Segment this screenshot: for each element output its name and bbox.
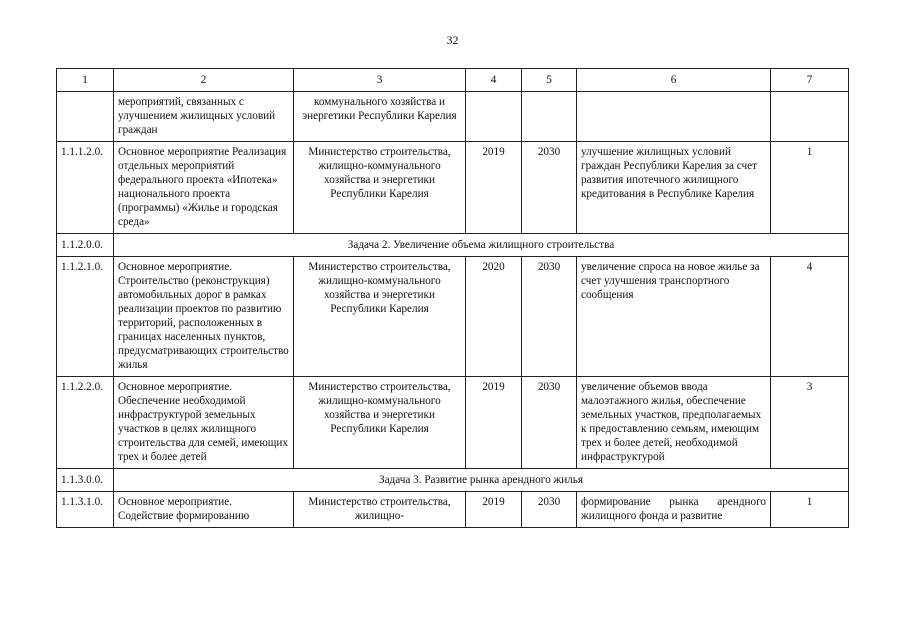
task-title: Задача 2. Увеличение объема жилищного строительства [114, 234, 849, 257]
row-code: 1.1.2.1.0. [57, 257, 114, 377]
event-name: Основное мероприятие. Строительство (реконструкция) автомобильных дорог в рамках реализации проектов по развитию территорий, расположенных в границах населенных пунктов, предусматривающих строительство жилья [114, 257, 294, 377]
end-year: 2030 [522, 257, 577, 377]
task-row [57, 234, 849, 257]
expected-result [577, 92, 771, 142]
event-name: Основное мероприятие Реализация отдельных мероприятий федерального проекта «Ипотека» национального проекта (программы) «Жилье и городская среда» [114, 142, 294, 234]
end-year: 2030 [522, 142, 577, 234]
start-year: 2020 [466, 257, 522, 377]
end-year: 2030 [522, 377, 577, 469]
table-row [57, 257, 849, 377]
start-year: 2019 [466, 142, 522, 234]
column-header: 7 [771, 69, 849, 92]
column-header: 1 [57, 69, 114, 92]
indicator-link: 3 [771, 377, 849, 469]
executor: Министерство строительства, жилищно- [294, 492, 466, 528]
expected-result: улучшение жилищных условий граждан Республики Карелия за счет развития ипотечного жилищного кредитования в Республике Карелия [577, 142, 771, 234]
task-row [57, 469, 849, 492]
row-code [57, 92, 114, 142]
column-header: 6 [577, 69, 771, 92]
column-header: 5 [522, 69, 577, 92]
executor: коммунального хозяйства и энергетики Республики Карелия [294, 92, 466, 142]
header-row [57, 69, 849, 92]
expected-result: увеличение объемов ввода малоэтажного жилья, обеспечение земельных участков, предполагаемых к предоставлению семьям, имеющим трех и более детей, необходимой инфраструктурой [577, 377, 771, 469]
start-year: 2019 [466, 492, 522, 528]
expected-result: формирование рынка арендного жилищного фонда и развитие [577, 492, 771, 528]
table-row [57, 92, 849, 142]
indicator-link: 1 [771, 492, 849, 528]
expected-result: увеличение спроса на новое жилье за счет улучшения транспортного сообщения [577, 257, 771, 377]
end-year [522, 92, 577, 142]
start-year [466, 92, 522, 142]
column-header: 4 [466, 69, 522, 92]
executor: Министерство строительства, жилищно-коммунального хозяйства и энергетики Республики Карелия [294, 142, 466, 234]
executor: Министерство строительства, жилищно-коммунального хозяйства и энергетики Республики Карелия [294, 377, 466, 469]
column-header: 2 [114, 69, 294, 92]
row-code: 1.1.3.1.0. [57, 492, 114, 528]
indicator-link: 1 [771, 142, 849, 234]
end-year: 2030 [522, 492, 577, 528]
executor: Министерство строительства, жилищно-коммунального хозяйства и энергетики Республики Карелия [294, 257, 466, 377]
table-row [57, 492, 849, 528]
row-code: 1.1.2.2.0. [57, 377, 114, 469]
row-code: 1.1.2.0.0. [57, 234, 114, 257]
table-row [57, 377, 849, 469]
table-row [57, 142, 849, 234]
indicator-link: 4 [771, 257, 849, 377]
measures-table [56, 68, 849, 528]
event-name: мероприятий, связанных с улучшением жилищных условий граждан [114, 92, 294, 142]
column-header: 3 [294, 69, 466, 92]
start-year: 2019 [466, 377, 522, 469]
row-code: 1.1.3.0.0. [57, 469, 114, 492]
indicator-link [771, 92, 849, 142]
page-number: 32 [446, 33, 459, 47]
event-name: Основное мероприятие. Содействие формированию [114, 492, 294, 528]
event-name: Основное мероприятие. Обеспечение необходимой инфраструктурой земельных участков в целях жилищного строительства для семей, имеющих трех и более детей [114, 377, 294, 469]
task-title: Задача 3. Развитие рынка арендного жилья [114, 469, 849, 492]
row-code: 1.1.1.2.0. [57, 142, 114, 234]
